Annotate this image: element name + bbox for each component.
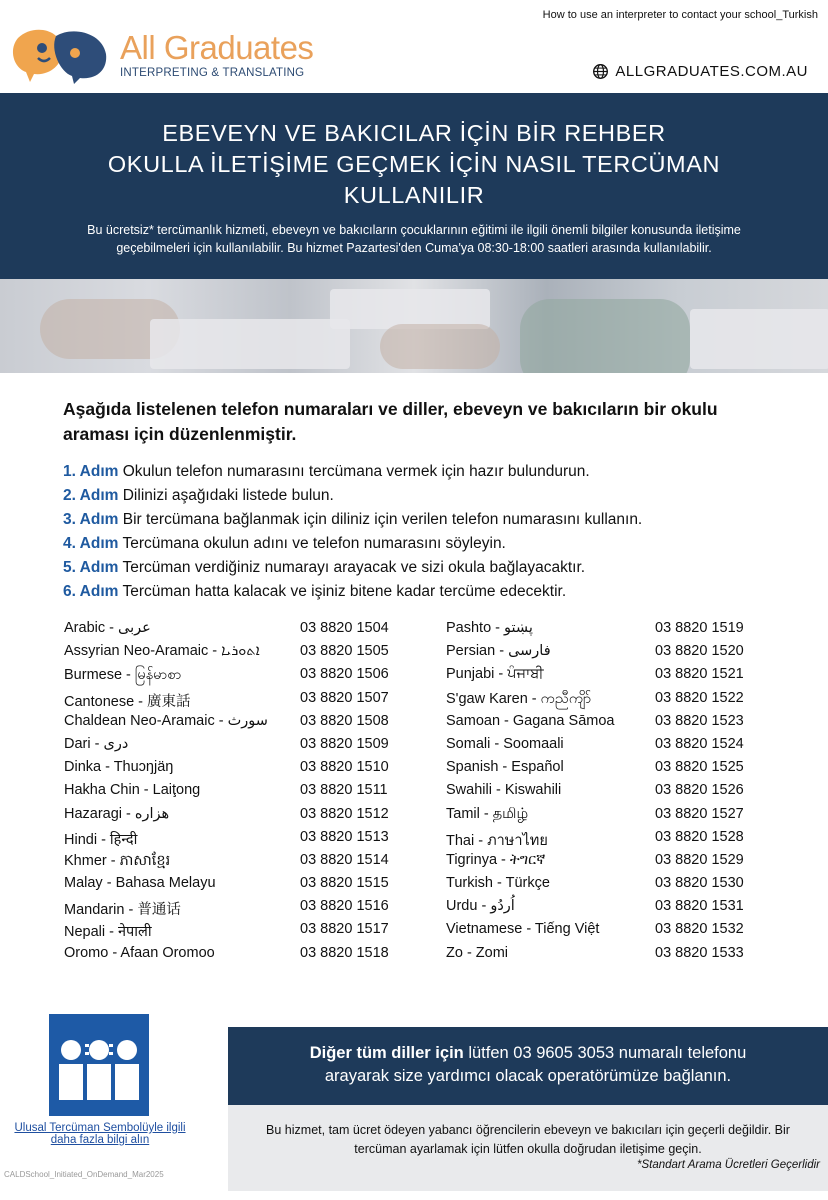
call-charges-footnote: *Standart Arama Ücretleri Geçerlidir <box>637 1159 820 1171</box>
language-phone[interactable]: 03 8820 1508 <box>300 712 389 729</box>
language-row <box>446 666 744 689</box>
language-phone[interactable]: 03 8820 1505 <box>300 643 389 660</box>
language-phone[interactable]: 03 8820 1530 <box>655 875 744 892</box>
language-phone[interactable]: 03 8820 1518 <box>300 944 389 961</box>
language-phone[interactable]: 03 8820 1511 <box>300 782 388 799</box>
language-name: Cantonese - 廣東話 <box>64 693 191 710</box>
title-line-3: KULLANILIR <box>343 182 485 208</box>
step-text: Bir tercümana bağlanmak için diliniz için verilen telefon numarasını kullanın. <box>122 511 643 528</box>
language-row <box>64 921 389 944</box>
language-row <box>446 782 744 805</box>
language-name: Burmese - မြန်မာစာ <box>64 667 182 684</box>
language-phone[interactable]: 03 8820 1532 <box>655 921 744 938</box>
language-row <box>446 620 744 643</box>
language-row <box>446 690 744 713</box>
step-4 <box>63 532 642 556</box>
title-line-1: EBEVEYN VE BAKICILAR İÇİN BİR REHBER <box>162 120 666 146</box>
language-row <box>64 643 389 666</box>
language-name: Vietnamese - Tiếng Việt <box>446 921 600 938</box>
language-name: Hazaragi - هزاره <box>64 805 170 822</box>
step-1 <box>63 460 642 484</box>
language-phone[interactable]: 03 8820 1527 <box>655 805 744 822</box>
language-row <box>64 898 389 921</box>
title-line-2: OKULLA İLETİŞİME GEÇMEK İÇİN NASIL TERCÜMAN <box>107 151 721 177</box>
logo-tagline: INTERPRETING & TRANSLATING <box>120 67 305 79</box>
language-name: Nepali - नेपाली <box>64 924 152 941</box>
notice-box <box>228 1105 828 1191</box>
language-name: Mandarin - 普通话 <box>64 902 181 919</box>
language-row <box>446 829 744 852</box>
language-name: Urdu - اُردُو <box>446 898 515 915</box>
steps-list <box>63 460 642 604</box>
language-name: Oromo - Afaan Oromoo <box>64 944 215 961</box>
language-row <box>446 643 744 666</box>
interpreter-symbol-link[interactable]: Ulusal Tercüman Sembolüyle ilgili daha fazla bilgi alın <box>14 1122 186 1146</box>
language-name: Pashto - پښتو <box>446 620 533 636</box>
service-description: Bu ücretsiz* tercümanlık hizmeti, ebeveyn ve bakıcıların çocuklarının eğitimi ile ilgili önemli bilgiler konusunda iletişime geçebilmeleri için kullanılabilir. Bu hizmet Pazartesi'den Cuma'ya 08:30-18:00 saatleri arasında kullanılabilir. <box>87 223 741 255</box>
language-name: Hindi - हिन्दी <box>64 831 138 848</box>
step-number: 4. Adım <box>63 535 119 552</box>
step-number: 5. Adım <box>63 559 119 576</box>
interpreter-symbol-icon <box>49 1014 149 1116</box>
step-number: 3. Adım <box>63 511 119 528</box>
language-name: Tamil - தமிழ் <box>446 805 529 822</box>
language-phone[interactable]: 03 8820 1525 <box>655 759 744 776</box>
step-text: Dilinizi aşağıdaki listede bulun. <box>122 487 334 504</box>
language-name: Tigrinya - ትግርኛ <box>446 851 546 868</box>
language-row <box>64 759 389 782</box>
language-name: Somali - Soomaali <box>446 735 564 752</box>
step-text: Okulun telefon numarasını tercümana vermek için hazır bulundurun. <box>122 463 590 480</box>
page-title <box>40 118 788 211</box>
language-phone[interactable]: 03 8820 1516 <box>300 898 389 915</box>
language-phone[interactable]: 03 8820 1513 <box>300 828 389 845</box>
step-text: Tercümana okulun adını ve telefon numarasını söyleyin. <box>122 535 506 552</box>
step-number: 6. Adım <box>63 583 119 600</box>
language-row <box>64 736 389 759</box>
notice-text: Bu hizmet, tam ücret ödeyen yabancı öğrencilerin ebeveyn ve bakıcıları için geçerli değildir. Bir tercüman ayarlamak için lütfen okulla doğrudan iletişime geçin. <box>266 1123 790 1156</box>
language-row <box>446 875 744 898</box>
language-phone[interactable]: 03 8820 1506 <box>300 666 389 683</box>
callout-bold: Diğer tüm diller için <box>309 1044 464 1062</box>
language-phone[interactable]: 03 8820 1524 <box>655 735 744 752</box>
step-3 <box>63 508 642 532</box>
language-phone[interactable]: 03 8820 1522 <box>655 689 744 706</box>
language-phone[interactable]: 03 8820 1521 <box>655 666 744 683</box>
language-name: Hakha Chin - Laiţong <box>64 782 201 799</box>
language-name: Thai - ภาษาไทย <box>446 832 548 849</box>
language-list-right <box>446 620 744 968</box>
language-row <box>446 736 744 759</box>
language-name: Swahili - Kiswahili <box>446 782 562 799</box>
website-text: ALLGRADUATES.COM.AU <box>615 63 808 80</box>
language-row <box>64 782 389 805</box>
language-name: Zo - Zomi <box>446 944 509 961</box>
step-text: Tercüman hatta kalacak ve işiniz bitene kadar tercüme edecektir. <box>122 583 567 600</box>
language-phone[interactable]: 03 8820 1512 <box>300 805 389 822</box>
language-name: Assyrian Neo-Aramaic - ܐܬܘܪܝܐ <box>64 643 260 660</box>
step-6 <box>63 580 642 604</box>
language-row <box>446 921 744 944</box>
language-row <box>64 666 389 689</box>
globe-icon <box>592 63 609 80</box>
language-row <box>64 806 389 829</box>
language-phone[interactable]: 03 8820 1520 <box>655 643 744 660</box>
website-link[interactable] <box>592 63 808 80</box>
language-row <box>446 852 744 875</box>
language-name: S'gaw Karen - ကညီကျိာ် <box>446 690 592 707</box>
step-5 <box>63 556 642 580</box>
language-phone[interactable]: 03 8820 1509 <box>300 735 389 752</box>
language-row <box>64 620 389 643</box>
all-graduates-logo[interactable] <box>12 26 313 84</box>
callout-line2: arayarak size yardımcı olacak operatörümüze bağlanın. <box>324 1067 732 1085</box>
step-2 <box>63 484 642 508</box>
language-phone[interactable]: 03 8820 1528 <box>655 828 744 845</box>
language-row <box>446 898 744 921</box>
language-name: Samoan - Gagana Sāmoa <box>446 712 615 729</box>
language-row <box>64 945 389 968</box>
document-title-note: How to use an interpreter to contact your school_Turkish <box>542 9 818 21</box>
language-row <box>446 945 744 968</box>
language-phone[interactable]: 03 8820 1533 <box>655 944 744 961</box>
language-phone[interactable]: 03 8820 1517 <box>300 921 389 938</box>
language-phone[interactable]: 03 8820 1529 <box>655 851 744 868</box>
language-row <box>64 829 389 852</box>
logo-name: All Graduates <box>120 29 314 66</box>
language-row <box>64 690 389 713</box>
language-name: Turkish - Türkçe <box>446 875 550 892</box>
classroom-photo <box>0 279 828 373</box>
language-row <box>446 806 744 829</box>
language-name: Dari - دری <box>64 735 129 752</box>
language-row <box>64 875 389 898</box>
language-phone[interactable]: 03 8820 1526 <box>655 782 744 799</box>
language-phone[interactable]: 03 8820 1515 <box>300 875 389 892</box>
language-name: Spanish - Español <box>446 759 564 776</box>
language-row <box>64 852 389 875</box>
step-text: Tercüman verdiğiniz numarayı arayacak ve sizi okula bağlayacaktır. <box>122 559 586 576</box>
language-phone[interactable]: 03 8820 1519 <box>655 620 744 636</box>
language-row <box>64 713 389 736</box>
language-name: Arabic - عربى <box>64 620 151 636</box>
language-row <box>446 713 744 736</box>
language-phone[interactable]: 03 8820 1514 <box>300 851 389 868</box>
language-name: Punjabi - ਪੰਜਾਬੀ <box>446 666 544 683</box>
language-row <box>446 759 744 782</box>
language-phone[interactable]: 03 8820 1507 <box>300 689 389 706</box>
step-number: 2. Adım <box>63 487 119 504</box>
language-phone[interactable]: 03 8820 1504 <box>300 620 389 636</box>
language-name: Khmer - ភាសាខ្មែរ <box>64 852 171 869</box>
title-banner <box>0 93 828 279</box>
logo-heads-icon <box>12 26 110 84</box>
language-phone[interactable]: 03 8820 1510 <box>300 759 389 776</box>
intro-heading: Aşağıda listelenen telefon numaraları ve diller, ebeveyn ve bakıcıların bir okulu araması için düzenlenmiştir. <box>63 399 718 444</box>
document-code: CALDSchool_Initiated_OnDemand_Mar2025 <box>4 1170 164 1179</box>
language-list-left <box>64 620 389 968</box>
callout-text <box>228 1027 828 1088</box>
language-name: Persian - فارسی <box>446 643 551 660</box>
language-name: Dinka - Thuɔŋjäŋ <box>64 759 174 776</box>
interpreter-symbol[interactable] <box>49 1014 149 1116</box>
callout-rest: lütfen 03 9605 3053 numaralı telefonu <box>463 1044 747 1062</box>
language-name: Chaldean Neo-Aramaic - سورث <box>64 712 268 729</box>
step-number: 1. Adım <box>63 463 119 480</box>
language-name: Malay - Bahasa Melayu <box>64 875 216 892</box>
other-languages-callout <box>228 1027 828 1105</box>
language-phone[interactable]: 03 8820 1523 <box>655 712 744 729</box>
language-phone[interactable]: 03 8820 1531 <box>655 898 744 915</box>
